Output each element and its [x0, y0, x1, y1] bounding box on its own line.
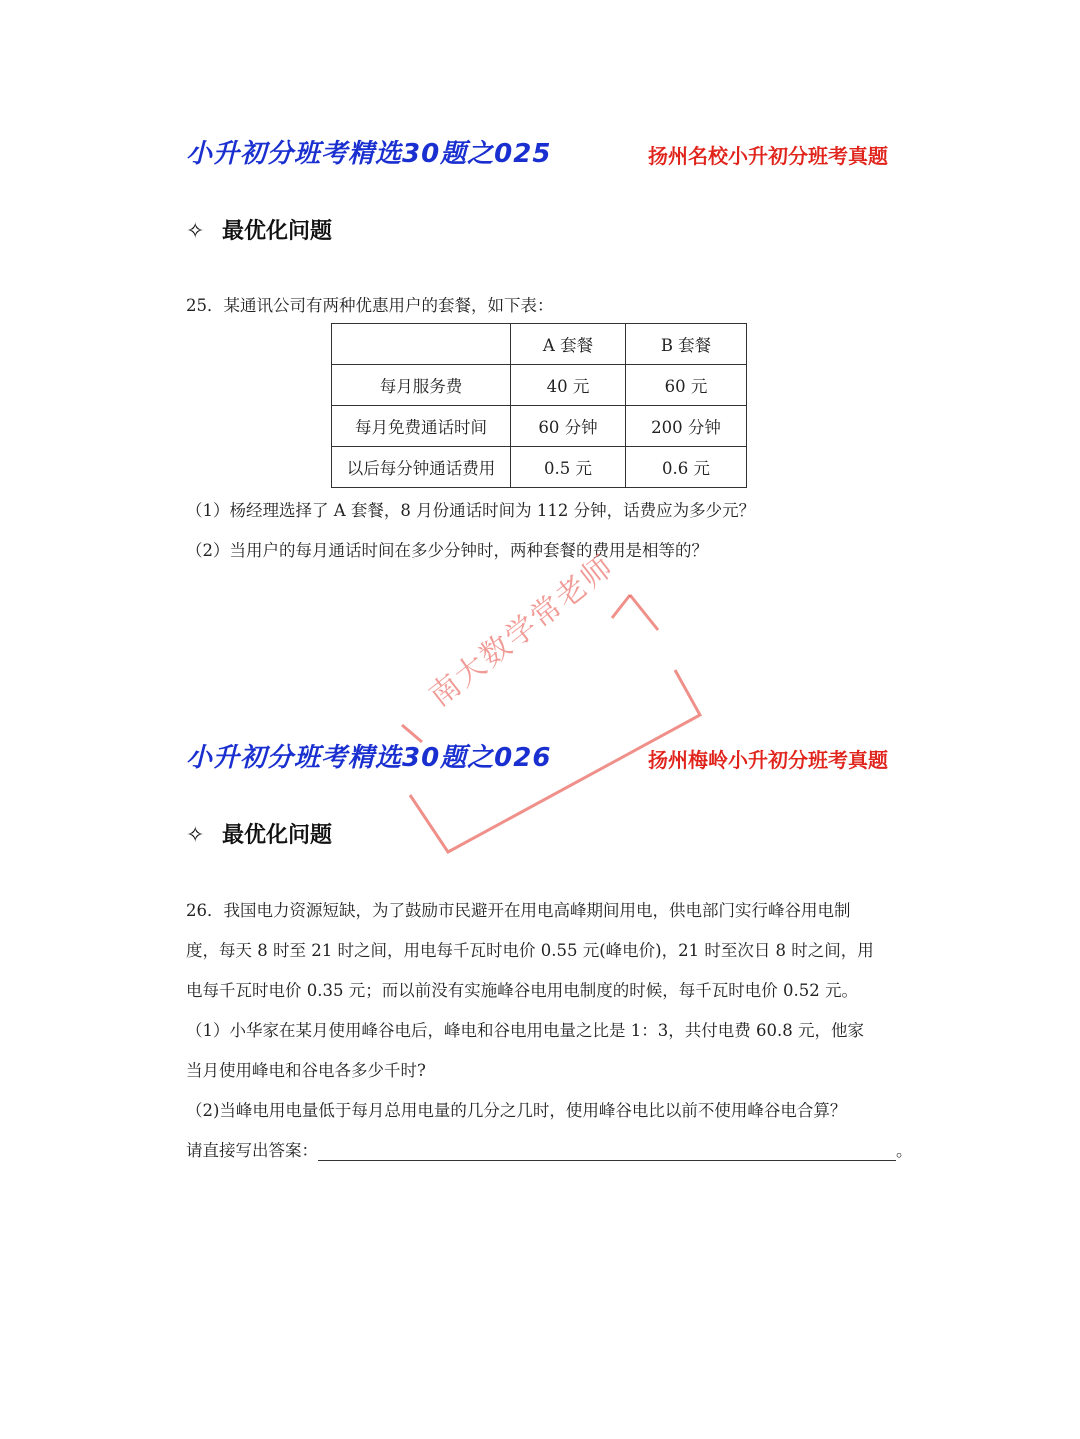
- table-cell: [332, 324, 511, 365]
- table-cell: 0.5 元: [511, 447, 626, 488]
- table-cell: 60 分钟: [511, 406, 626, 447]
- table-header-row: [332, 324, 747, 365]
- plan-table: [331, 323, 747, 488]
- table-cell: 0.6 元: [626, 447, 747, 488]
- problem-26-section: [186, 818, 332, 849]
- table-cell: 以后每分钟通话费用: [332, 447, 511, 488]
- answer-blank: [318, 1142, 896, 1161]
- section-label: 最优化问题: [222, 219, 333, 244]
- sparkle-icon: ✧: [186, 219, 205, 244]
- table-cell: 每月服务费: [332, 365, 511, 406]
- sparkle-icon: ✧: [186, 823, 205, 848]
- table-row: [332, 447, 747, 488]
- problem-26-line-2: 度，每天 8 时至 21 时之间，用电每千瓦时电价 0.55 元(峰电价)，21 时至次日 8 时之间，用: [186, 941, 874, 960]
- answer-end: 。: [896, 1141, 913, 1160]
- section-label: 最优化问题: [222, 823, 333, 848]
- problem-25-section: [186, 214, 332, 245]
- table-cell: 每月免费通话时间: [332, 406, 511, 447]
- problem-25-title: 小升初分班考精选30题之025: [186, 139, 552, 169]
- table-row: [332, 365, 747, 406]
- table-cell: 60 元: [626, 365, 747, 406]
- watermark-text: 南大数学常老师: [422, 548, 621, 714]
- table-cell: A 套餐: [511, 324, 626, 365]
- problem-26-title: 小升初分班考精选30题之026: [186, 743, 552, 773]
- problem-25-source: 扬州名校小升初分班考真题: [648, 144, 888, 168]
- problem-25-question-2: （2）当用户的每月通话时间在多少分钟时，两种套餐的费用是相等的？: [186, 541, 708, 560]
- problem-26-line-1: 26．我国电力资源短缺，为了鼓励市民避开在用电高峰期间用电，供电部门实行峰谷用电制: [186, 901, 851, 920]
- problem-25-question-1: （1）杨经理选择了 A 套餐，8 月份通话时间为 112 分钟，话费应为多少元？: [186, 501, 756, 520]
- problem-26-source: 扬州梅岭小升初分班考真题: [648, 748, 888, 772]
- problem-25-intro: 25．某通讯公司有两种优惠用户的套餐，如下表：: [186, 296, 554, 315]
- answer-row: [186, 1137, 913, 1161]
- answer-prompt: 请直接写出答案：: [186, 1141, 318, 1160]
- problem-26-question-2: （2)当峰电用电量低于每月总用电量的几分之几时，使用峰谷电比以前不使用峰谷电合算？: [186, 1101, 847, 1120]
- table-cell: 40 元: [511, 365, 626, 406]
- problem-26-line-3: 电每千瓦时电价 0.35 元；而以前没有实施峰谷电用电制度的时候，每千瓦时电价 0.52 元。: [186, 981, 858, 1000]
- problem-26-question-1: （1）小华家在某月使用峰谷电后，峰电和谷电用电量之比是 1：3，共付电费 60.8 元，他家: [186, 1021, 864, 1040]
- table-cell: B 套餐: [626, 324, 747, 365]
- problem-26-question-1-cont: 当月使用峰电和谷电各多少千时?: [186, 1061, 426, 1080]
- table-row: [332, 406, 747, 447]
- table-cell: 200 分钟: [626, 406, 747, 447]
